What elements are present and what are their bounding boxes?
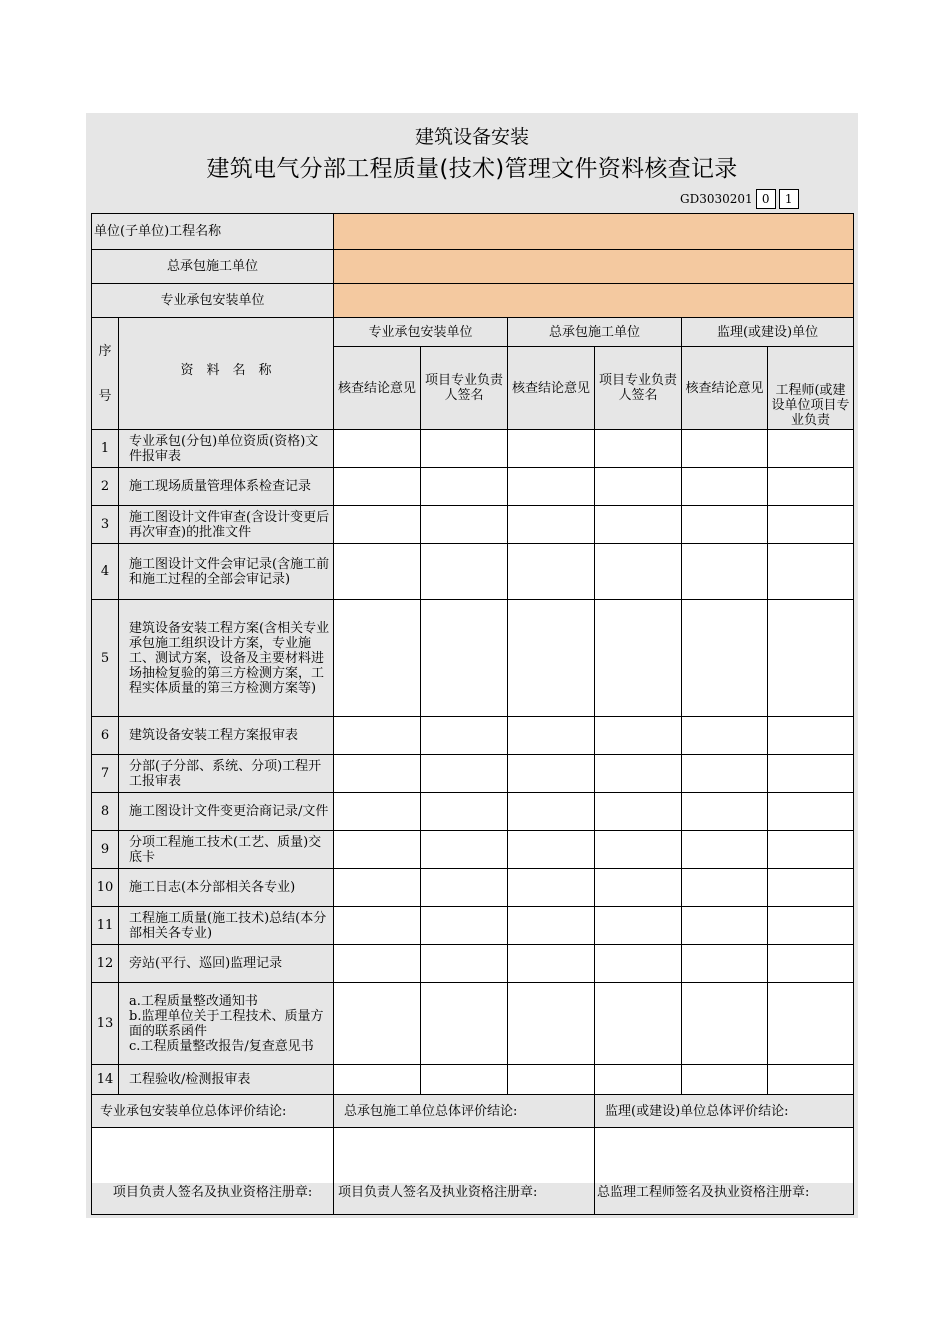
row-cell[interactable] bbox=[768, 1065, 854, 1095]
row-item-name: 建筑设备安装工程方案报审表 bbox=[119, 717, 334, 755]
row-cell[interactable] bbox=[334, 755, 421, 793]
row-cell[interactable] bbox=[508, 907, 595, 945]
summary-signature-row bbox=[92, 1183, 854, 1215]
row-cell[interactable] bbox=[595, 945, 682, 983]
row-cell[interactable] bbox=[334, 717, 421, 755]
row-cell[interactable] bbox=[334, 600, 421, 717]
row-cell[interactable] bbox=[421, 717, 508, 755]
row-cell[interactable] bbox=[595, 717, 682, 755]
row-cell[interactable] bbox=[682, 755, 768, 793]
row-number: 3 bbox=[92, 506, 119, 544]
table-row bbox=[92, 755, 854, 793]
row-cell[interactable] bbox=[682, 430, 768, 468]
row-cell[interactable] bbox=[682, 1065, 768, 1095]
gen-pm-signature-header: 项目专业负责人签名 bbox=[595, 347, 682, 430]
row-item-name: 工程验收/检测报审表 bbox=[119, 1065, 334, 1095]
row-cell[interactable] bbox=[595, 793, 682, 831]
row-number: 1 bbox=[92, 430, 119, 468]
row-number: 6 bbox=[92, 717, 119, 755]
row-cell[interactable] bbox=[334, 945, 421, 983]
row-cell[interactable] bbox=[682, 600, 768, 717]
row-cell[interactable] bbox=[421, 945, 508, 983]
row-cell[interactable] bbox=[682, 907, 768, 945]
row-item-name: a.工程质量整改通知书 b.监理单位关于工程技术、质量方面的联系函件 c.工程质量整改报告/复查意见书 bbox=[119, 983, 334, 1065]
table-row bbox=[92, 430, 854, 468]
row-cell[interactable] bbox=[682, 869, 768, 907]
row-cell[interactable] bbox=[508, 544, 595, 600]
row-cell[interactable] bbox=[595, 544, 682, 600]
group-general-header: 总承包施工单位 bbox=[508, 318, 682, 347]
form-category-title: 建筑设备安装 bbox=[414, 126, 529, 148]
row-number: 10 bbox=[92, 869, 119, 907]
row-cell[interactable] bbox=[508, 468, 595, 506]
row-cell[interactable] bbox=[768, 983, 854, 1065]
row-number: 14 bbox=[92, 1065, 119, 1095]
row-cell[interactable] bbox=[768, 544, 854, 600]
row-item-name: 分部(子分部、系统、分项)工程开工报审表 bbox=[119, 755, 334, 793]
row-cell[interactable] bbox=[508, 717, 595, 755]
info-label-general-contractor: 总承包施工单位 bbox=[92, 250, 334, 284]
sub-check-opinion-header: 核查结论意见 bbox=[334, 347, 421, 430]
table-row bbox=[92, 793, 854, 831]
row-cell[interactable] bbox=[421, 430, 508, 468]
row-cell[interactable] bbox=[768, 717, 854, 755]
seq-header bbox=[92, 318, 119, 430]
row-cell[interactable] bbox=[421, 468, 508, 506]
sup-engineer-signature-header: 工程师(或建设单位项目专业负责 bbox=[768, 347, 854, 430]
row-cell[interactable] bbox=[768, 793, 854, 831]
row-cell[interactable] bbox=[682, 544, 768, 600]
group-subcontractor-header: 专业承包安装单位 bbox=[334, 318, 508, 347]
sup-conclusion-label: 监理(或建设)单位总体评价结论: bbox=[595, 1095, 854, 1128]
table-row bbox=[92, 869, 854, 907]
row-cell[interactable] bbox=[595, 468, 682, 506]
row-cell[interactable] bbox=[421, 793, 508, 831]
table-row bbox=[92, 506, 854, 544]
table-row bbox=[92, 544, 854, 600]
table-row bbox=[92, 831, 854, 869]
row-cell[interactable] bbox=[334, 793, 421, 831]
row-cell[interactable] bbox=[768, 506, 854, 544]
row-cell[interactable] bbox=[334, 983, 421, 1065]
row-number: 7 bbox=[92, 755, 119, 793]
table-row bbox=[92, 945, 854, 983]
row-cell[interactable] bbox=[421, 831, 508, 869]
row-item-name: 施工图设计文件会审记录(含施工前和施工过程的全部会审记录) bbox=[119, 544, 334, 600]
row-cell[interactable] bbox=[334, 468, 421, 506]
table-row bbox=[92, 468, 854, 506]
row-cell[interactable] bbox=[334, 506, 421, 544]
row-cell[interactable] bbox=[595, 831, 682, 869]
row-cell[interactable] bbox=[421, 755, 508, 793]
row-cell[interactable] bbox=[682, 793, 768, 831]
info-value-general-contractor[interactable] bbox=[334, 250, 854, 284]
row-cell[interactable] bbox=[508, 755, 595, 793]
form-code-box-2[interactable]: 1 bbox=[779, 189, 799, 209]
row-item-name: 建筑设备安装工程方案(含相关专业承包施工组织设计方案，专业施工、测试方案，设备及主要材料进场抽检复验的第三方检测方案，工程实体质量的第三方检测方案等) bbox=[119, 600, 334, 717]
info-value-project[interactable] bbox=[334, 214, 854, 250]
row-number: 13 bbox=[92, 983, 119, 1065]
summary-blank-row bbox=[92, 1128, 854, 1183]
row-cell[interactable] bbox=[595, 983, 682, 1065]
row-cell[interactable] bbox=[334, 907, 421, 945]
row-cell[interactable] bbox=[508, 600, 595, 717]
row-cell[interactable] bbox=[508, 506, 595, 544]
row-cell[interactable] bbox=[508, 430, 595, 468]
sup-check-opinion-header: 核查结论意见 bbox=[682, 347, 768, 430]
row-cell[interactable] bbox=[682, 983, 768, 1065]
row-item-name: 分项工程施工技术(工艺、质量)交底卡 bbox=[119, 831, 334, 869]
row-cell[interactable] bbox=[334, 430, 421, 468]
row-number: 11 bbox=[92, 907, 119, 945]
row-cell[interactable] bbox=[334, 869, 421, 907]
row-item-name: 旁站(平行、巡回)监理记录 bbox=[119, 945, 334, 983]
row-cell[interactable] bbox=[768, 468, 854, 506]
row-cell[interactable] bbox=[768, 907, 854, 945]
row-item-name: 施工图设计文件变更洽商记录/文件 bbox=[119, 793, 334, 831]
row-item-name: 施工日志(本分部相关各专业) bbox=[119, 869, 334, 907]
row-cell[interactable] bbox=[595, 506, 682, 544]
gen-check-opinion-header: 核查结论意见 bbox=[508, 347, 595, 430]
row-number: 8 bbox=[92, 793, 119, 831]
table-row bbox=[92, 907, 854, 945]
row-cell[interactable] bbox=[768, 755, 854, 793]
form-main-title: 建筑电气分部工程质量(技术)管理文件资料核查记录 bbox=[206, 156, 738, 182]
row-cell[interactable] bbox=[508, 869, 595, 907]
sup-conclusion-area[interactable] bbox=[595, 1128, 854, 1183]
sub-pm-signature-header: 项目专业负责人签名 bbox=[421, 347, 508, 430]
row-cell[interactable] bbox=[334, 831, 421, 869]
row-item-name: 施工图设计文件审查(含设计变更后再次审查)的批准文件 bbox=[119, 506, 334, 544]
info-value-subcontractor[interactable] bbox=[334, 284, 854, 318]
row-cell[interactable] bbox=[421, 907, 508, 945]
row-item-name: 工程施工质量(施工技术)总结(本分部相关各专业) bbox=[119, 907, 334, 945]
form-code-text: GD3030201 bbox=[680, 192, 753, 206]
table-row bbox=[92, 600, 854, 717]
row-cell[interactable] bbox=[768, 945, 854, 983]
info-label-project: 单位(子单位)工程名称 bbox=[92, 214, 334, 250]
info-row-general-contractor bbox=[92, 250, 854, 284]
row-cell[interactable] bbox=[421, 983, 508, 1065]
info-row-subcontractor bbox=[92, 284, 854, 318]
seq-header-top: 序 bbox=[98, 343, 112, 359]
sub-conclusion-area[interactable] bbox=[92, 1128, 334, 1183]
form-code bbox=[680, 189, 799, 209]
row-number: 9 bbox=[92, 831, 119, 869]
row-cell[interactable] bbox=[595, 600, 682, 717]
row-cell[interactable] bbox=[421, 869, 508, 907]
row-cell[interactable] bbox=[595, 1065, 682, 1095]
gen-signature-label: 项目负责人签名及执业资格注册章: bbox=[334, 1183, 595, 1215]
table-row bbox=[92, 983, 854, 1065]
row-cell[interactable] bbox=[508, 945, 595, 983]
info-row-project bbox=[92, 214, 854, 250]
sub-signature-label: 项目负责人签名及执业资格注册章: bbox=[92, 1183, 334, 1215]
summary-conclusion-row bbox=[92, 1095, 854, 1128]
form-code-box-1[interactable]: 0 bbox=[756, 189, 776, 209]
row-cell[interactable] bbox=[508, 1065, 595, 1095]
row-cell[interactable] bbox=[421, 544, 508, 600]
row-cell[interactable] bbox=[508, 793, 595, 831]
row-number: 12 bbox=[92, 945, 119, 983]
gen-conclusion-label: 总承包施工单位总体评价结论: bbox=[334, 1095, 595, 1128]
row-cell[interactable] bbox=[595, 907, 682, 945]
row-cell[interactable] bbox=[768, 430, 854, 468]
row-cell[interactable] bbox=[682, 831, 768, 869]
table-row bbox=[92, 717, 854, 755]
row-cell[interactable] bbox=[682, 717, 768, 755]
row-cell[interactable] bbox=[768, 869, 854, 907]
gen-conclusion-area[interactable] bbox=[334, 1128, 595, 1183]
info-label-subcontractor: 专业承包安装单位 bbox=[92, 284, 334, 318]
group-supervisor-header: 监理(或建设)单位 bbox=[682, 318, 854, 347]
table-row bbox=[92, 1065, 854, 1095]
row-cell[interactable] bbox=[768, 831, 854, 869]
name-header: 资 料 名 称 bbox=[119, 318, 334, 430]
row-number: 4 bbox=[92, 544, 119, 600]
row-item-name: 专业承包(分包)单位资质(资格)文件报审表 bbox=[119, 430, 334, 468]
row-cell[interactable] bbox=[595, 869, 682, 907]
row-cell[interactable] bbox=[768, 600, 854, 717]
row-cell[interactable] bbox=[421, 600, 508, 717]
row-number: 5 bbox=[92, 600, 119, 717]
sup-signature-label: 总监理工程师签名及执业资格注册章: bbox=[595, 1183, 854, 1215]
row-item-name: 施工现场质量管理体系检查记录 bbox=[119, 468, 334, 506]
row-cell[interactable] bbox=[334, 1065, 421, 1095]
row-number: 2 bbox=[92, 468, 119, 506]
row-cell[interactable] bbox=[595, 430, 682, 468]
row-cell[interactable] bbox=[682, 945, 768, 983]
row-cell[interactable] bbox=[421, 1065, 508, 1095]
row-cell[interactable] bbox=[334, 544, 421, 600]
column-group-header-row bbox=[92, 318, 854, 347]
row-cell[interactable] bbox=[682, 468, 768, 506]
row-cell[interactable] bbox=[595, 755, 682, 793]
seq-header-bottom: 号 bbox=[98, 388, 112, 404]
row-cell[interactable] bbox=[682, 506, 768, 544]
row-cell[interactable] bbox=[508, 983, 595, 1065]
sub-conclusion-label: 专业承包安装单位总体评价结论: bbox=[92, 1095, 334, 1128]
row-cell[interactable] bbox=[508, 831, 595, 869]
record-table bbox=[91, 213, 854, 1215]
row-cell[interactable] bbox=[421, 506, 508, 544]
